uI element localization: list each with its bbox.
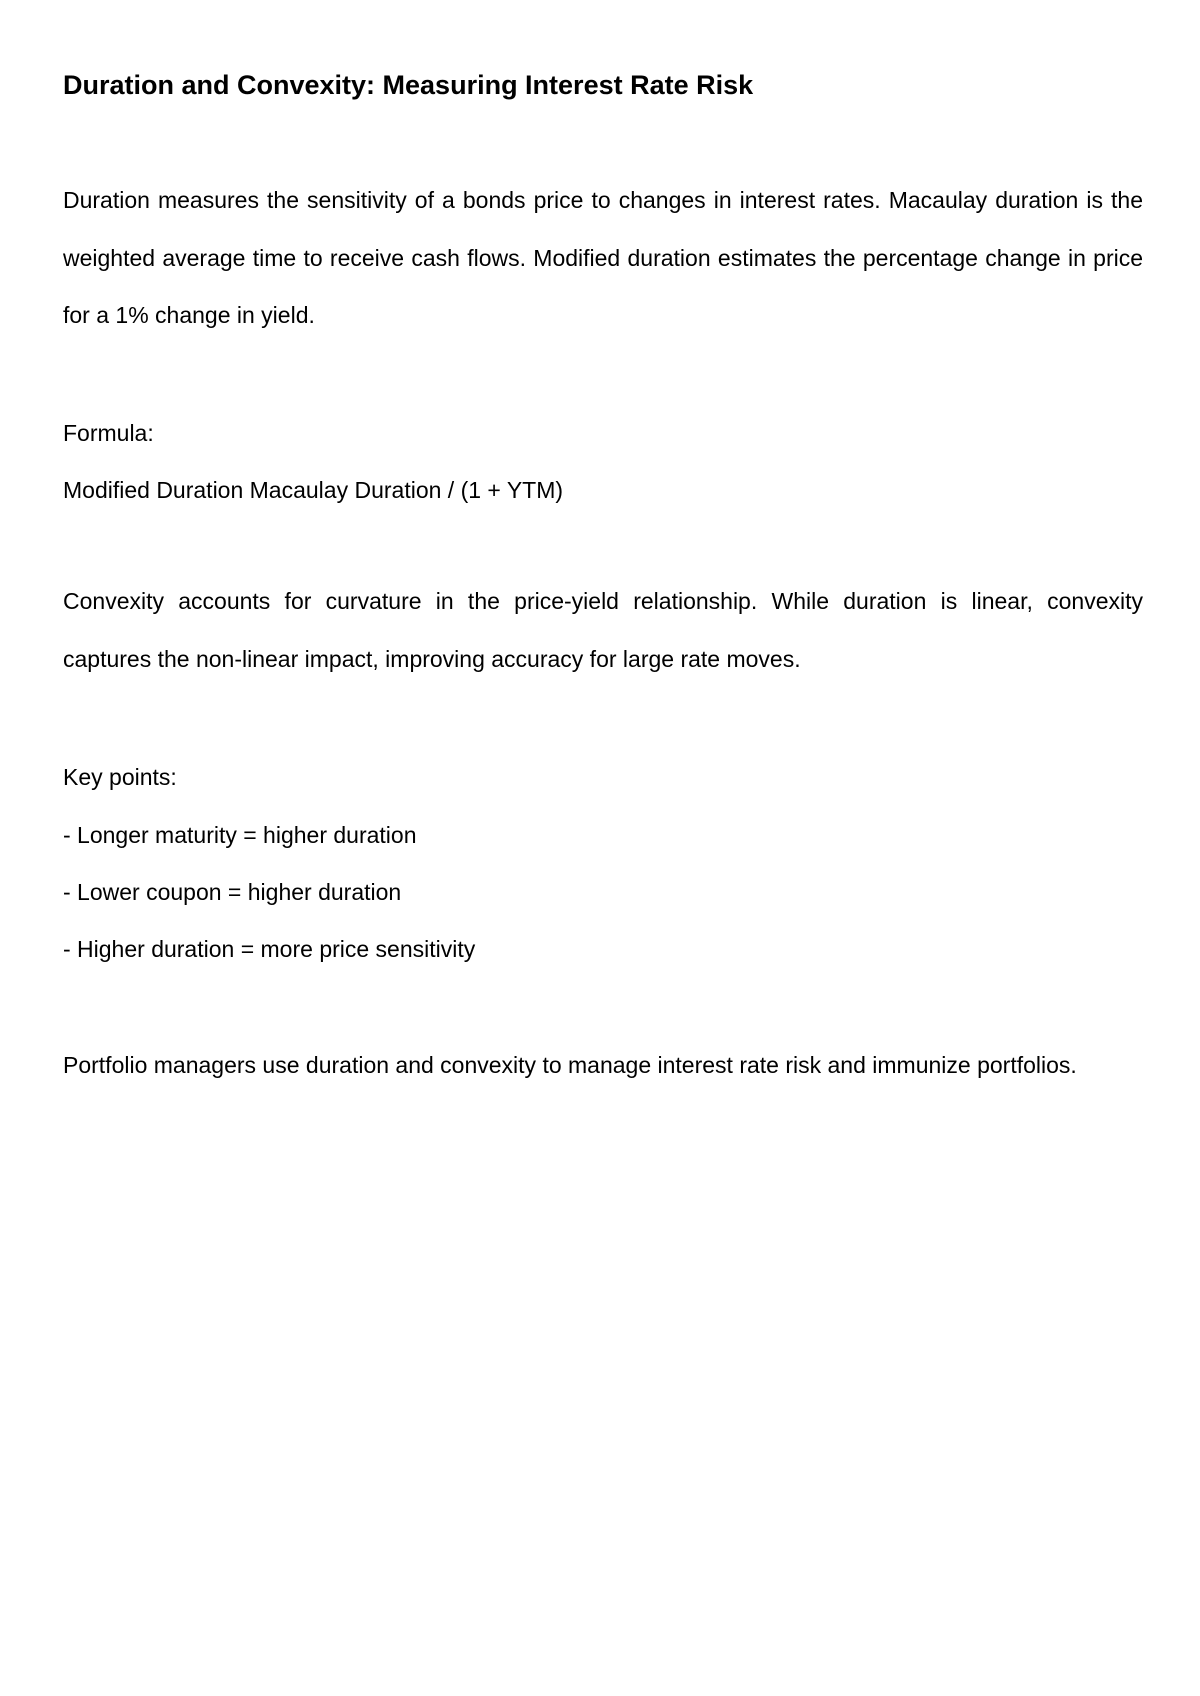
- formula-text: Modified Duration Macaulay Duration / (1 + YTM): [63, 477, 564, 503]
- key-points-label: Key points:: [63, 764, 177, 790]
- formula-label: Formula:: [63, 420, 154, 446]
- convexity-paragraph: Convexity accounts for curvature in the price-yield relationship. While duration is linear, convexity captures the non-linear impact, improving accuracy for large rate moves.: [63, 588, 1143, 672]
- key-point-item: - Higher duration = more price sensitivity: [63, 936, 476, 962]
- key-point-item: - Lower coupon = higher duration: [63, 879, 402, 905]
- key-point-item: - Longer maturity = higher duration: [63, 822, 417, 848]
- intro-paragraph: Duration measures the sensitivity of a bonds price to changes in interest rates. Macaulay duration is the weighted average time to receive cash flows. Modified duration estimates the percentage change in price for a 1% change in yield.: [63, 187, 1143, 328]
- document-title: Duration and Convexity: Measuring Interest Rate Risk: [63, 70, 754, 100]
- conclusion-paragraph: Portfolio managers use duration and convexity to manage interest rate risk and immunize portfolios.: [63, 1052, 1077, 1078]
